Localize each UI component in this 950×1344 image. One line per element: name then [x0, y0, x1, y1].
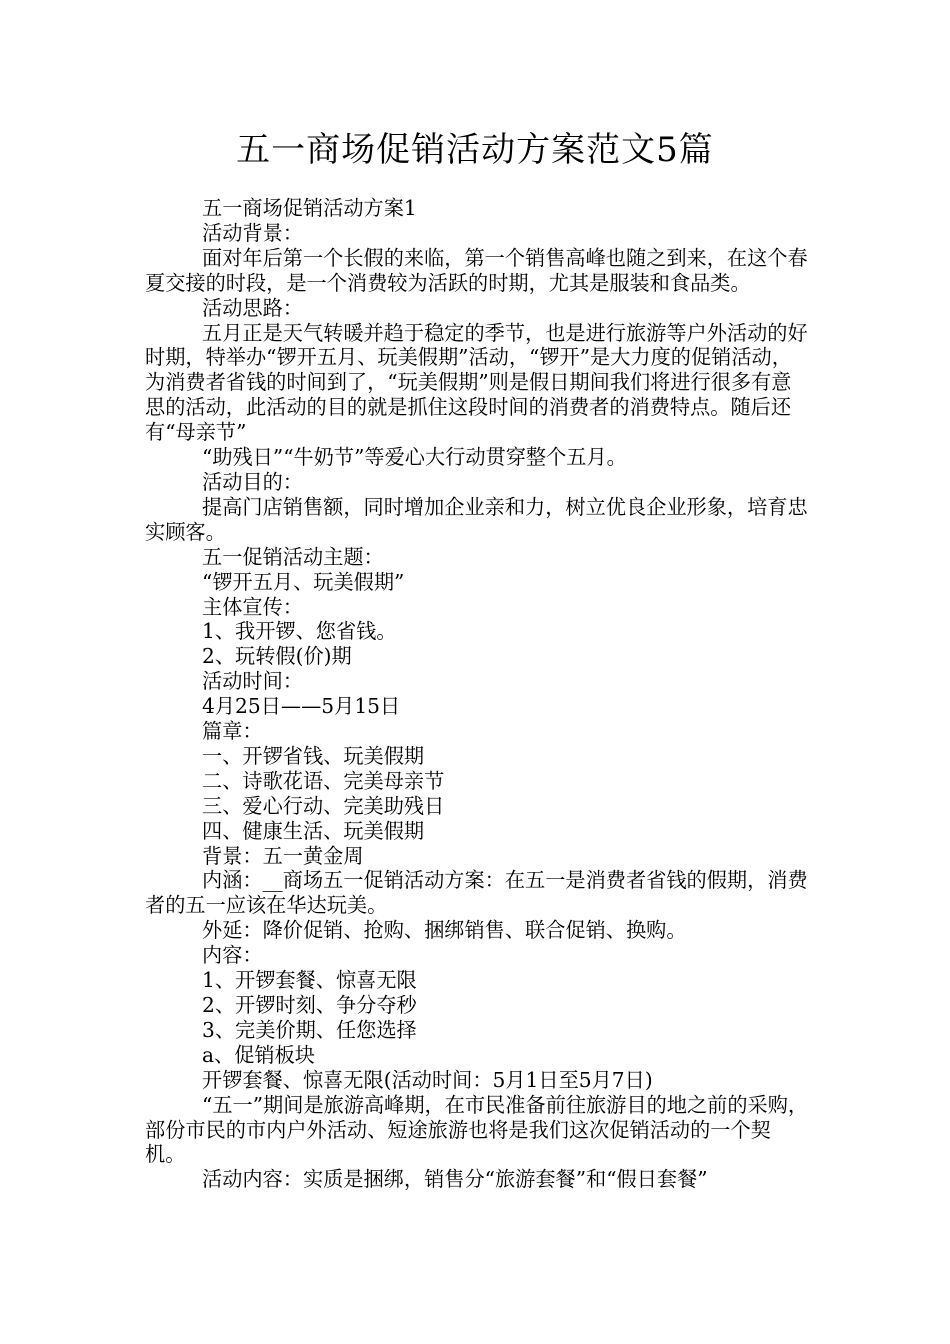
paragraph-label: 主体宣传：	[202, 594, 303, 619]
paragraph-label: 活动时间：	[202, 669, 303, 694]
list-item: a、促销板块	[202, 1042, 315, 1067]
paragraph-label: 篇章：	[202, 719, 263, 744]
list-item: 2、玩转假(价)期	[202, 644, 352, 669]
paragraph: “五一”期间是旅游高峰期，在市民准备前往旅游目的地之前的采购，部份市民的市内户外活动、短途旅游也将是我们这次促销活动的一个契机。	[145, 1092, 809, 1167]
paragraph: 外延：降价促销、抢购、捆绑销售、联合促销、换购。	[202, 918, 687, 943]
list-item: 三、爱心行动、完美助残日	[202, 793, 445, 818]
paragraph-label: 活动思路：	[202, 295, 303, 320]
document-body	[145, 196, 810, 1192]
paragraph: 4月25日——5月15日	[202, 694, 401, 719]
paragraph-label: 活动目的：	[202, 469, 303, 494]
paragraph: “锣开五月、玩美假期”	[202, 569, 405, 594]
list-item: 3、完美价期、任您选择	[202, 1017, 417, 1042]
paragraph-label: 内容：	[202, 943, 263, 968]
paragraph: 面对年后第一个长假的来临，第一个销售高峰也随之到来，在这个春夏交接的时段，是一个消费较为活跃的时期，尤其是服装和食品类。	[145, 245, 808, 295]
paragraph: 背景：五一黄金周	[202, 843, 364, 868]
list-item: 四、健康生活、玩美假期	[202, 818, 425, 843]
list-item: 二、诗歌花语、完美母亲节	[202, 768, 445, 793]
paragraph: 开锣套餐、惊喜无限(活动时间：5月1日至5月7日)	[202, 1067, 653, 1092]
list-item: 一、开锣省钱、玩美假期	[202, 743, 425, 768]
paragraph: 提高门店销售额，同时增加企业亲和力，树立优良企业形象，培育忠实顾客。	[145, 494, 808, 544]
paragraph-label: 活动背景：	[202, 220, 303, 245]
paragraph-label: 五一促销活动主题：	[202, 544, 384, 569]
list-item: 1、我开锣、您省钱。	[202, 619, 397, 644]
document-title: 五一商场促销活动方案范文5篇	[236, 130, 714, 170]
list-item: 1、开锣套餐、惊喜无限	[202, 968, 417, 993]
paragraph: 五月正是天气转暖并趋于稳定的季节，也是进行旅游等户外活动的好时期，特举办“锣开五月、玩美假期”活动，“锣开”是大力度的促销活动，为消费者省钱的时间到了，“玩美假期”则是假日期间我们将进行很多有意思的活动，此活动的目的就是抓住这段时间的消费者的消费特点。随后还有“母亲节”	[145, 320, 808, 445]
section-heading: 五一商场促销活动方案1	[202, 196, 417, 220]
paragraph: 内涵：__商场五一促销活动方案：在五一是消费者省钱的假期，消费者的五一应该在华达玩美。	[145, 868, 808, 918]
paragraph: 活动内容：实质是捆绑，销售分“旅游套餐”和“假日套餐”	[202, 1167, 708, 1192]
list-item: 2、开锣时刻、争分夺秒	[202, 993, 417, 1017]
paragraph: “助残日”“牛奶节”等爱心大行动贯穿整个五月。	[202, 445, 627, 470]
